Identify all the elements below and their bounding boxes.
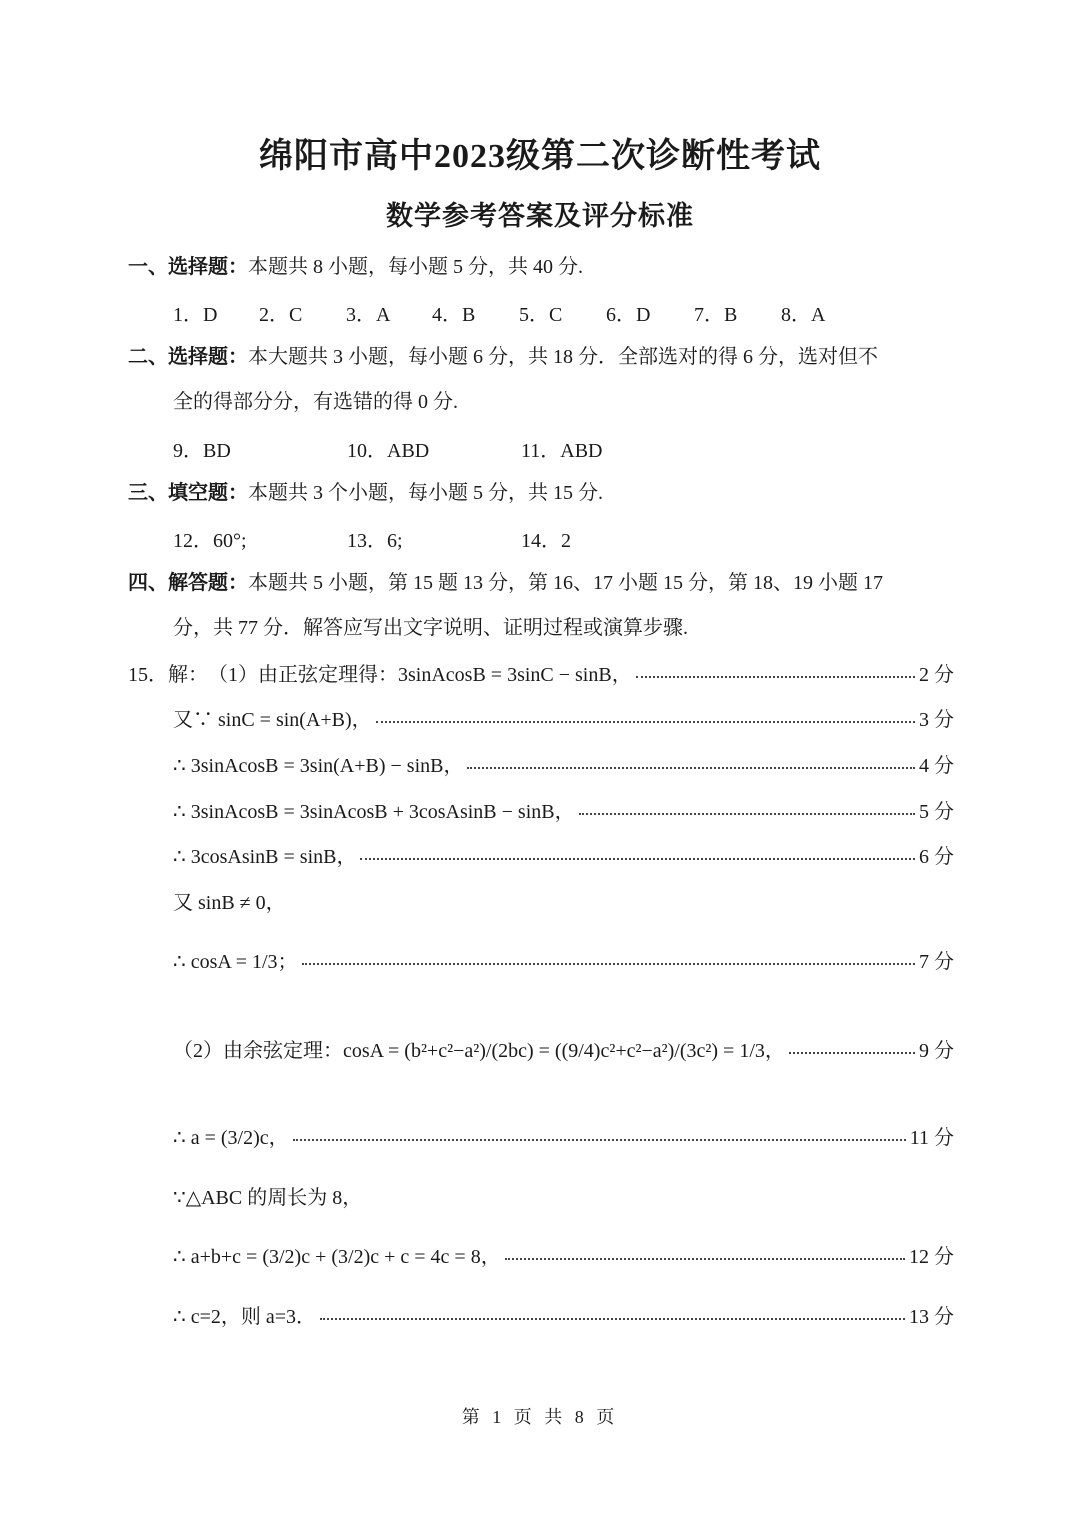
section2-desc-line1: 本大题共 3 小题，每小题 6 分，共 18 分．全部选对的得 6 分，选对但不 <box>248 346 878 368</box>
section2-header <box>128 343 878 371</box>
section1-heading: 一、选择题： <box>128 256 248 278</box>
q15-step-1 <box>128 658 954 687</box>
q15-step-11 <box>173 1240 954 1269</box>
step-formula: 又∵ sinC = sin(A+B)， <box>173 709 372 731</box>
q15-step-5 <box>173 840 954 869</box>
answer-8: 8．A <box>781 304 826 326</box>
leader-dots <box>293 1139 906 1141</box>
step-score: 5 分 <box>919 801 954 823</box>
q15-step-7 <box>173 945 954 974</box>
step-formula: ∴ 3sinAcosB = 3sin(A+B) − sinB， <box>173 755 464 777</box>
q15-step-6 <box>173 886 954 915</box>
answer-11: 11．ABD <box>521 440 603 462</box>
leader-dots <box>636 676 915 678</box>
step-score: 7 分 <box>919 951 954 973</box>
section3-heading: 三、填空题： <box>128 482 248 504</box>
step-formula: ∵△ABC 的周长为 8， <box>173 1187 363 1209</box>
section3-header <box>128 479 603 507</box>
answer-9: 9．BD <box>173 440 231 462</box>
step-formula: 3sinAcosB = 3sinC − sinB， <box>398 664 632 686</box>
step-score: 13 分 <box>909 1306 954 1328</box>
step-formula: ∴ c=2，则 a=3． <box>173 1306 317 1328</box>
section1-header <box>128 253 583 281</box>
q15-step-9 <box>173 1121 954 1150</box>
answer-6: 6．D <box>606 304 651 326</box>
leader-dots <box>467 767 915 769</box>
leader-dots <box>302 963 915 965</box>
q15-step-12 <box>173 1300 954 1329</box>
step-score: 2 分 <box>919 664 954 686</box>
q15-part1-intro: （1）由正弦定理得： <box>208 664 398 686</box>
section4-heading: 四、解答题： <box>128 572 248 594</box>
leader-dots <box>320 1318 905 1320</box>
step-formula: cosA = (b²+c²−a²)/(2bc) = ((9/4)c²+c²−a²)/(3c²) = 1/3， <box>343 1040 785 1062</box>
answer-7: 7．B <box>694 304 738 326</box>
document-title: 绵阳市高中2023级第二次诊断性考试 <box>259 138 821 175</box>
leader-dots <box>579 813 915 815</box>
answer-5: 5．C <box>519 304 563 326</box>
step-score: 12 分 <box>909 1246 954 1268</box>
q15-label: 15．解： <box>128 664 208 686</box>
answer-14: 14．2 <box>521 530 571 552</box>
q15-step-2 <box>173 703 954 732</box>
q15-step-10 <box>173 1181 954 1210</box>
section2-desc-line2: 全的得部分分，有选错的得 0 分. <box>173 391 458 413</box>
section4-desc-line1: 本题共 5 小题，第 15 题 13 分，第 16、17 小题 15 分，第 18、19 小题 17 <box>248 572 883 594</box>
step-formula: ∴ 3cosAsinB = sinB， <box>173 846 357 868</box>
step-score: 11 分 <box>909 1127 954 1149</box>
section4-header <box>128 569 883 597</box>
q15-part2-intro: （2）由余弦定理： <box>173 1040 343 1062</box>
section2-heading: 二、选择题： <box>128 346 248 368</box>
step-formula: ∴ a = (3/2)c， <box>173 1127 289 1149</box>
q15-step-3 <box>173 749 954 778</box>
section3-desc: 本题共 3 个小题，每小题 5 分，共 15 分. <box>248 482 603 504</box>
step-score: 9 分 <box>919 1040 954 1062</box>
answer-3: 3．A <box>346 304 391 326</box>
q15-step-8 <box>173 1034 954 1063</box>
step-formula: ∴ 3sinAcosB = 3sinAcosB + 3cosAsinB − sinB， <box>173 801 575 823</box>
section4-desc-line2: 分，共 77 分．解答应写出文字说明、证明过程或演算步骤. <box>173 617 688 639</box>
leader-dots <box>360 858 915 860</box>
step-formula: 又 sinB ≠ 0， <box>173 892 286 914</box>
leader-dots <box>789 1052 915 1054</box>
section1-desc: 本题共 8 小题，每小题 5 分，共 40 分. <box>248 256 583 278</box>
step-formula: ∴ cosA = 1/3； <box>173 951 298 973</box>
step-score: 4 分 <box>919 755 954 777</box>
q15-step-4 <box>173 795 954 824</box>
step-score: 3 分 <box>919 709 954 731</box>
answer-10: 10．ABD <box>347 440 430 462</box>
leader-dots <box>505 1258 905 1260</box>
leader-dots <box>376 721 915 723</box>
page-indicator: 第 1 页 共 8 页 <box>461 1407 619 1427</box>
answer-1: 1．D <box>173 304 218 326</box>
answer-13: 13．6; <box>347 530 403 552</box>
step-score: 6 分 <box>919 846 954 868</box>
answer-12: 12．60°; <box>173 530 247 552</box>
document-subtitle: 数学参考答案及评分标准 <box>386 201 694 231</box>
step-formula: ∴ a+b+c = (3/2)c + (3/2)c + c = 4c = 8， <box>173 1246 501 1268</box>
answer-2: 2．C <box>259 304 303 326</box>
answer-4: 4．B <box>432 304 476 326</box>
